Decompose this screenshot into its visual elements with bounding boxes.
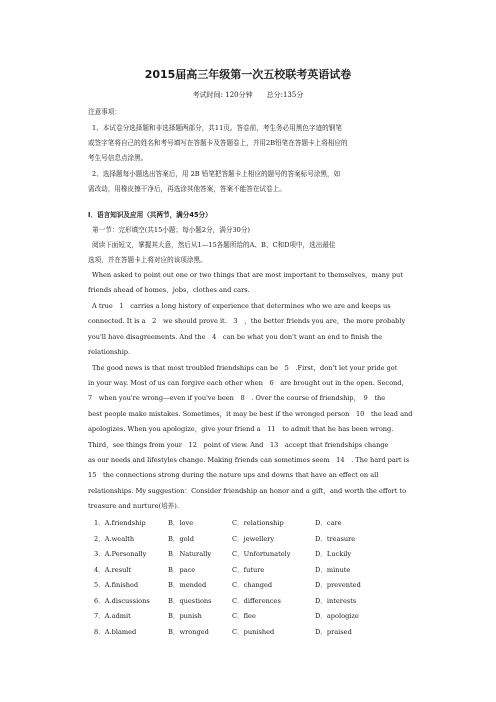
option-choice: D．interests (315, 596, 357, 605)
option-choice: C．relationship (232, 519, 284, 527)
passage-line: in your way. Most of us can forgive each other when 6 are brought out in the open. Second， (88, 379, 409, 387)
option-choice: D．prevented (315, 581, 361, 589)
option-choice: D．Luckily (315, 550, 352, 558)
passage-line: A true 1 carries a long history of experience that determines who we are and keeps us (92, 302, 391, 310)
option-choice: D．minute (315, 565, 351, 574)
note-line: 2、选择题每小题选出答案后，用 2B 铅笔把答题卡上相应的题号的答案标号涂黑，如 (92, 170, 341, 178)
passage-line: friends ahead of homes，jobs，clothes and cars. (88, 286, 250, 294)
passage-line: you'll have disagreements. And the 4 can be what you don't want an end to finish the (88, 333, 383, 341)
option-choice: B．Naturally (168, 550, 212, 558)
option-choice: 8．A.blamed (94, 627, 137, 636)
option-choice: C．Unfortunately (232, 550, 291, 558)
part-heading: 第一节：完形填空(共15小题；每小题2分，满分30分) (92, 226, 250, 234)
passage-line: relationships. My suggestion：Consider friendship an honor and a gift，and worth the effort to (88, 487, 407, 495)
option-choice: C．punished (232, 627, 275, 636)
option-choice: 1．A.friendship (94, 519, 146, 527)
exam-time-info: 考试时间: 120分钟 总分:135分 (192, 91, 304, 99)
instruction-line: 阅读下面短文，掌握其大意，然后从1—15各题所给的A、B、C和D项中，选出最佳 (92, 241, 336, 249)
passage-line: 15 the connections strong during the nature ups and downs that have an effect on all (88, 471, 379, 479)
passage-line: The good news is that most troubled friendships can be 5 .First，don't let your pride get (92, 364, 398, 372)
option-choice: B．mended (168, 581, 207, 589)
option-choice: B．wronged (168, 627, 209, 636)
option-choice: D．care (315, 519, 342, 527)
option-choice: C．differences (232, 596, 281, 605)
note-line: 1、本试卷分选择题和非选择题两部分，共11页。答卷前，考生务必用黑色字迹的钢笔 (92, 124, 342, 132)
option-choice: D．praised (315, 627, 352, 636)
passage-line: apologizes. When you apologize，give your friend a 11 to admit that he has been wrong. (88, 425, 394, 433)
option-choice: 5．A.finished (94, 581, 139, 589)
passage-line: connected. It is a 2 we should prove it. 3 ，the better friends you are，the more probably (88, 317, 406, 325)
exam-title: 2015届高三年级第一次五校联考英语试卷 (144, 68, 352, 81)
option-choice: C．changed (232, 581, 273, 589)
passage-line: best people make mistakes. Sometimes，it may be best if the wronged person 10 the lead and (88, 410, 413, 418)
option-choice: C．future (232, 565, 265, 574)
passage-line: as our needs and lifestyles change. Making friends can sometimes seem 14 . The hard part is (88, 456, 410, 464)
option-choice: 3．A.Personally (94, 550, 147, 558)
option-choice: C．flee (232, 612, 256, 620)
option-choice: C．jewellery (232, 534, 275, 543)
note-line: 需改动，用橡皮擦干净后，再选涂其他答案，答案不能答在试卷上。 (88, 185, 286, 193)
passage-line: treasure and nurture(培养). (88, 502, 179, 510)
note-line: 或签字笔将自己的姓名和考号填写在答题卡及答题卷上，并用2B铅笔在答题卡上将相应的 (88, 139, 348, 147)
option-choice: B．punish (168, 612, 202, 620)
option-choice: B．pace (168, 565, 196, 574)
option-choice: D．treasure (315, 534, 356, 543)
section-heading: I．语言知识及应用（共两节，满分45分） (88, 211, 212, 219)
option-choice: D．apologize (315, 612, 359, 620)
passage-line: Third，see things from your 12 point of view. And 13 accept that friendships change (88, 441, 389, 449)
passage-line: When asked to point out one or two things that are most important to themselves，many put (92, 271, 403, 279)
passage-line: relationship. (88, 348, 131, 356)
option-choice: B．gold (168, 534, 194, 543)
option-choice: B．love (168, 519, 194, 527)
passage-line: 7 when you're wrong—even if you've been 8 . Over the course of friendship， 9 the (88, 394, 386, 402)
option-choice: 6．A.discussions (94, 596, 150, 605)
option-choice: 2．A.wealth (94, 534, 135, 543)
instruction-line: 选项，并在答题卡上将对应的该项涂黑。 (88, 256, 207, 264)
notes-heading: 注意事项： (88, 108, 121, 116)
option-choice: 7．A.admit (94, 612, 131, 620)
option-choice: B．questions (168, 596, 212, 605)
option-choice: 4．A.result (94, 565, 132, 574)
note-line: 考生号信息点涂黑。 (88, 154, 148, 162)
